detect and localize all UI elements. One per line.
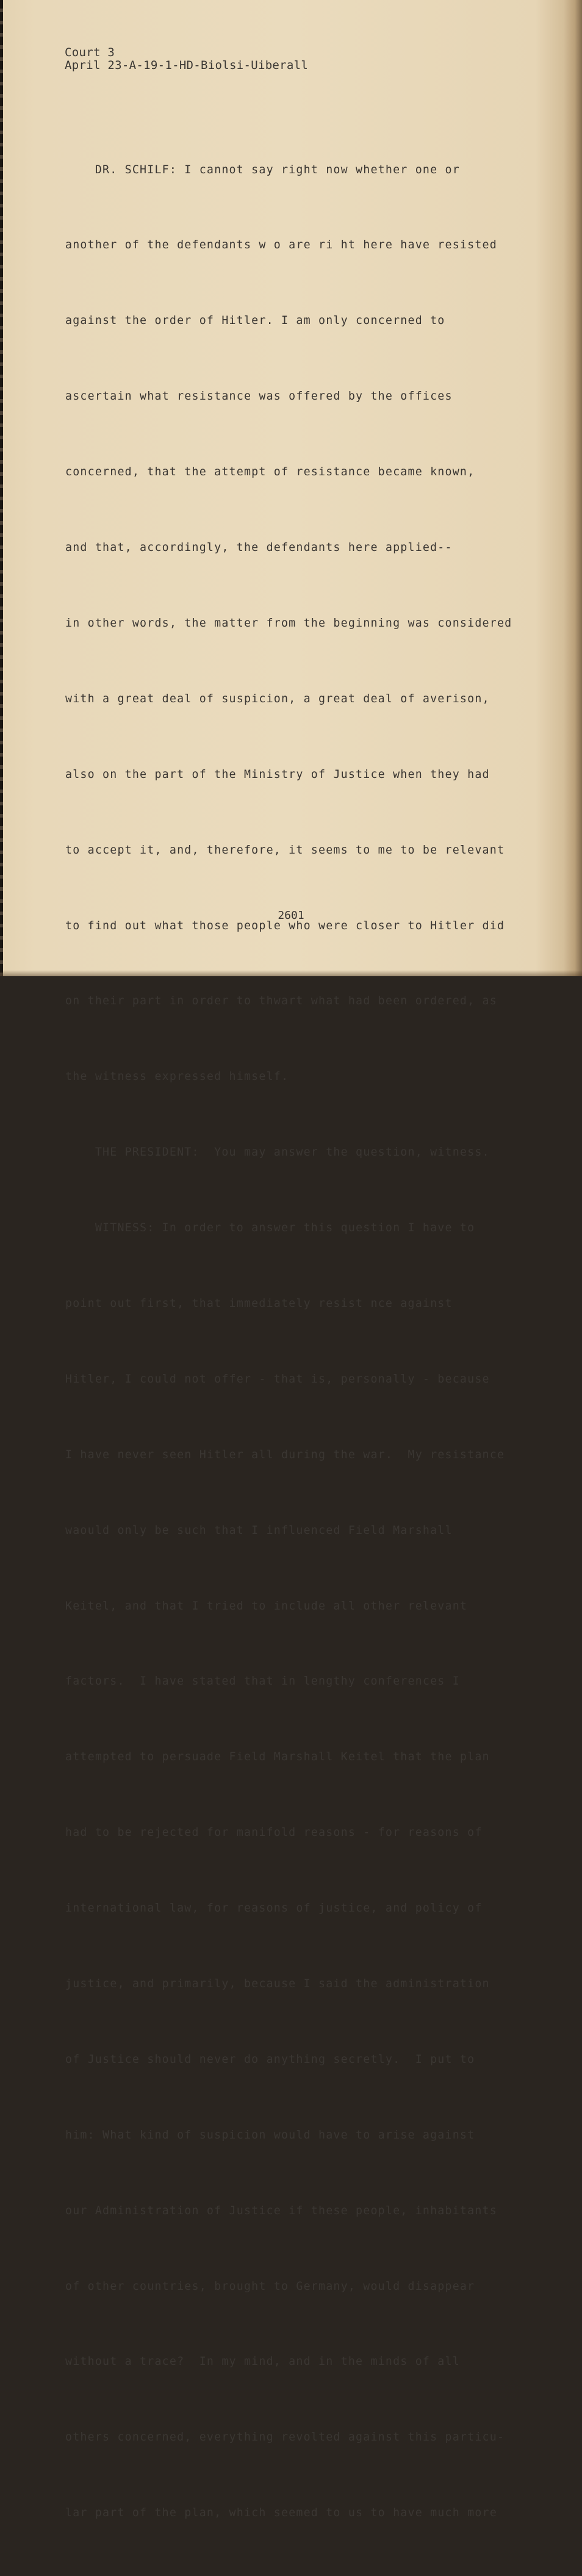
text-line: on their part in order to thwart what had been ordered, as — [65, 995, 497, 1008]
text-line: and that, accordingly, the defendants here applied-- — [65, 541, 453, 555]
document-header — [65, 46, 308, 72]
page-shadow-right — [564, 0, 582, 976]
text-line: lar part of the plan, which seemed to us to have much more — [65, 2506, 497, 2520]
text-line: to accept it, and, therefore, it seems to me to be relevant — [65, 843, 505, 857]
text-line: waould only be such that I influenced Field Marshall — [65, 1524, 453, 1537]
text-line: without a trace? In my mind, and in the minds of all — [65, 2355, 460, 2369]
text-line: attempted to persuade Field Marshall Keitel that the plan — [65, 1750, 490, 1764]
text-line: WITNESS: In order to answer this question I have to — [65, 1221, 475, 1235]
page-number: 2601 — [278, 909, 304, 922]
header-reference: April 23-A-19-1-HD-Biolsi-Uiberall — [65, 59, 309, 72]
header-court: Court 3 — [65, 46, 115, 59]
transcript-body — [65, 107, 553, 2576]
text-line: of other countries, brought to Germany, would disappear — [65, 2279, 475, 2293]
text-line: our Administration of Justice if these people, inhabitants — [65, 2204, 497, 2217]
text-line: others concerned, everything revolted against this particu- — [65, 2431, 505, 2444]
binding-edge — [0, 0, 3, 976]
text-line: I have never seen Hitler all during the war. My resistance — [65, 1448, 505, 1461]
text-line: him: What kind of suspicion would have to arise against — [65, 2128, 475, 2142]
text-line: DR. SCHILF: I cannot say right now whether one or — [65, 163, 460, 176]
text-line: another of the defendants w o are ri ht here have resisted — [65, 239, 497, 252]
text-line: concerned, that the attempt of resistance became known, — [65, 466, 475, 479]
text-line: factors. I have stated that in lengthy conferences I — [65, 1675, 460, 1688]
text-line: had to be rejected for manifold reasons - for reasons of — [65, 1826, 483, 1840]
text-line: THE PRESIDENT: You may answer the question, witness. — [65, 1146, 490, 1159]
text-line: the witness expressed himself. — [65, 1070, 289, 1084]
text-line: Keitel, and that I tried to include all other relevant — [65, 1599, 468, 1613]
text-line: ascertain what resistance was offered by the offices — [65, 390, 453, 403]
text-line: with a great deal of suspicion, a great deal of averison, — [65, 692, 490, 705]
text-line: against the order of Hitler. I am only concerned to — [65, 314, 445, 328]
text-line: point out first, that immediately resist nce against — [65, 1297, 453, 1310]
text-line: to find out what those people who were closer to Hitler did — [65, 919, 505, 932]
text-line: justice, and primarily, because I said the administration — [65, 1977, 490, 1990]
text-line: also on the part of the Ministry of Justice when they had — [65, 768, 490, 781]
text-line: in other words, the matter from the beginning was considered — [65, 616, 512, 630]
text-line: international law, for reasons of justice, and policy of — [65, 1902, 483, 1915]
text-line: Hitler, I could not offer - that is, personally - because — [65, 1372, 490, 1386]
text-line: of Justice should never do anything secretly. I put to — [65, 2053, 475, 2066]
